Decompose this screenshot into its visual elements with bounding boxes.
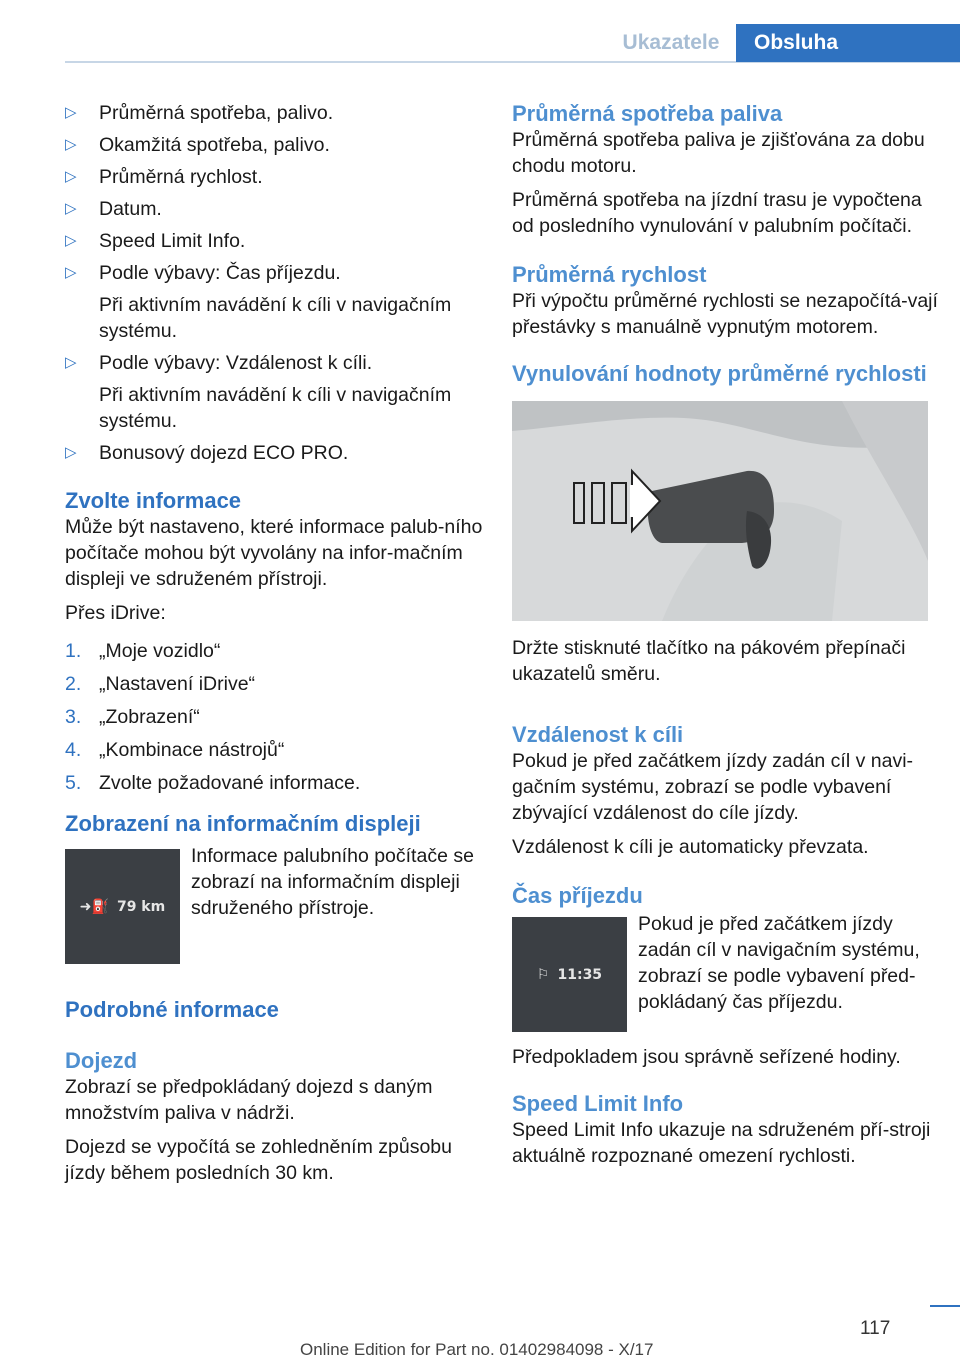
triangle-bullet-icon: ▷: [65, 136, 77, 153]
triangle-bullet-icon: ▷: [65, 168, 77, 185]
subheading-arrival: Čas příjezdu: [512, 883, 643, 908]
avg-fuel-paragraph-1: Průměrná spotřeba paliva je zjišťována za dobu chodu motoru.: [512, 129, 925, 177]
triangle-bullet-icon: ▷: [65, 444, 77, 461]
footer-rule: [930, 1305, 960, 1307]
list-item: 5. Zvolte požadované informace.: [65, 772, 361, 794]
list-item: ▷ Podle výbavy: Čas příjezdu. Při aktivním navádění k cíli v navigačním systému.: [65, 262, 452, 342]
list-item: ▷ Datum.: [65, 198, 162, 220]
list-item: ▷ Speed Limit Info.: [65, 230, 246, 252]
list-item: 2. „Nastavení iDrive“: [65, 673, 256, 695]
triangle-bullet-icon: ▷: [65, 104, 77, 121]
range-display-image: ➜⛽ 79 km: [65, 849, 180, 964]
distance-paragraph-1: Pokud je před začátkem jízdy zadán cíl v navi‐gačním systému, zobrazí se podle vybavení zbývající vzdálenost do cíle jízdy.: [512, 750, 914, 824]
section-heading-details: Podrobné informace: [65, 997, 279, 1022]
subheading-avg-fuel: Průměrná spotřeba paliva: [512, 101, 783, 126]
triangle-bullet-icon: ▷: [65, 232, 77, 249]
avg-fuel-paragraph-2: Průměrná spotřeba na jízdní trasu je vypočtena od posledního vynulování v palubním počítači.: [512, 189, 922, 237]
list-item: ▷ Průměrná rychlost.: [65, 166, 263, 188]
triangle-bullet-icon: ▷: [65, 264, 77, 281]
select-paragraph: Může být nastaveno, které informace palub‐ního počítače mohou být vyvolány na infor‐mačním displeji ve sdruženém přístroji.: [65, 516, 483, 590]
arrival-display-image: ⚐ 11:35: [512, 917, 627, 1032]
display-paragraph: Informace palubního počítače se zobrazí na informačním displeji sdruženého přístroje.: [191, 845, 474, 919]
triangle-bullet-icon: ▷: [65, 200, 77, 217]
left-column: [65, 100, 490, 1186]
list-item: ▷ Podle výbavy: Vzdálenost k cíli. Při aktivním navádění k cíli v navigačním systému.: [65, 352, 452, 432]
triangle-bullet-icon: ▷: [65, 354, 77, 371]
page-number: 117: [860, 1318, 891, 1339]
arrival-paragraph: Pokud je před začátkem jízdy zadán cíl v navigačním systému, zobrazí se podle vybavení před‐pokládaný čas příjezdu.: [638, 913, 920, 1013]
edition-footer: Online Edition for Part no. 01402984098 - X/17: [300, 1340, 654, 1359]
display-block: [65, 843, 490, 964]
list-item: ▷ Bonusový dojezd ECO PRO.: [65, 442, 349, 464]
info-bullet-list: [65, 100, 490, 466]
subheading-reset: Vynulování hodnoty průměrné rychlosti: [512, 361, 927, 386]
right-column: [512, 100, 942, 1169]
fuel-range-icon: ➜⛽: [79, 898, 109, 915]
tab-ukazatele[interactable]: Ukazatele: [622, 31, 720, 54]
subheading-avg-speed: Průměrná rychlost: [512, 262, 707, 287]
arrival-note: Předpokladem jsou správně seřízené hodiny.: [512, 1046, 901, 1068]
subheading-range: Dojezd: [65, 1048, 138, 1073]
list-item: 1. „Moje vozidlo“: [65, 640, 221, 662]
section-heading-display: Zobrazení na informačním displeji: [65, 811, 421, 836]
distance-paragraph-2: Vzdálenost k cíli je automaticky převzata.: [512, 836, 869, 858]
subheading-speed-limit-info: Speed Limit Info: [512, 1091, 684, 1116]
turn-signal-lever-image: [512, 401, 928, 621]
reset-paragraph: Držte stisknuté tlačítko na pákovém přepínači ukazatelů směru.: [512, 637, 906, 685]
list-item: 4. „Kombinace nástrojů“: [65, 739, 285, 761]
steps-list: [65, 638, 490, 796]
range-paragraph-1: Zobrazí se předpokládaný dojezd s daným množstvím paliva v nádrži.: [65, 1076, 433, 1124]
section-heading-select: Zvolte informace: [65, 488, 242, 513]
idrive-label: Přes iDrive:: [65, 602, 166, 624]
destination-flag-icon: ⚐: [536, 966, 550, 983]
arrival-block: [512, 911, 942, 1032]
list-item: ▷ Okamžitá spotřeba, palivo.: [65, 134, 330, 156]
speed-limit-paragraph: Speed Limit Info ukazuje na sdruženém pří‐stroji aktuálně rozpoznané omezení rychlosti.: [512, 1119, 931, 1167]
tab-obsluha[interactable]: Obsluha: [736, 24, 960, 62]
subheading-distance: Vzdálenost k cíli: [512, 722, 684, 747]
avg-speed-paragraph: Při výpočtu průměrné rychlosti se nezapočítá‐vají přestávky s manuálně vypnutým motorem.: [512, 290, 938, 338]
list-item: 3. „Zobrazení“: [65, 706, 200, 728]
range-paragraph-2: Dojezd se vypočítá se zohledněním způsobu jízdy během posledních 30 km.: [65, 1136, 452, 1184]
list-item: ▷ Průměrná spotřeba, palivo.: [65, 102, 334, 124]
